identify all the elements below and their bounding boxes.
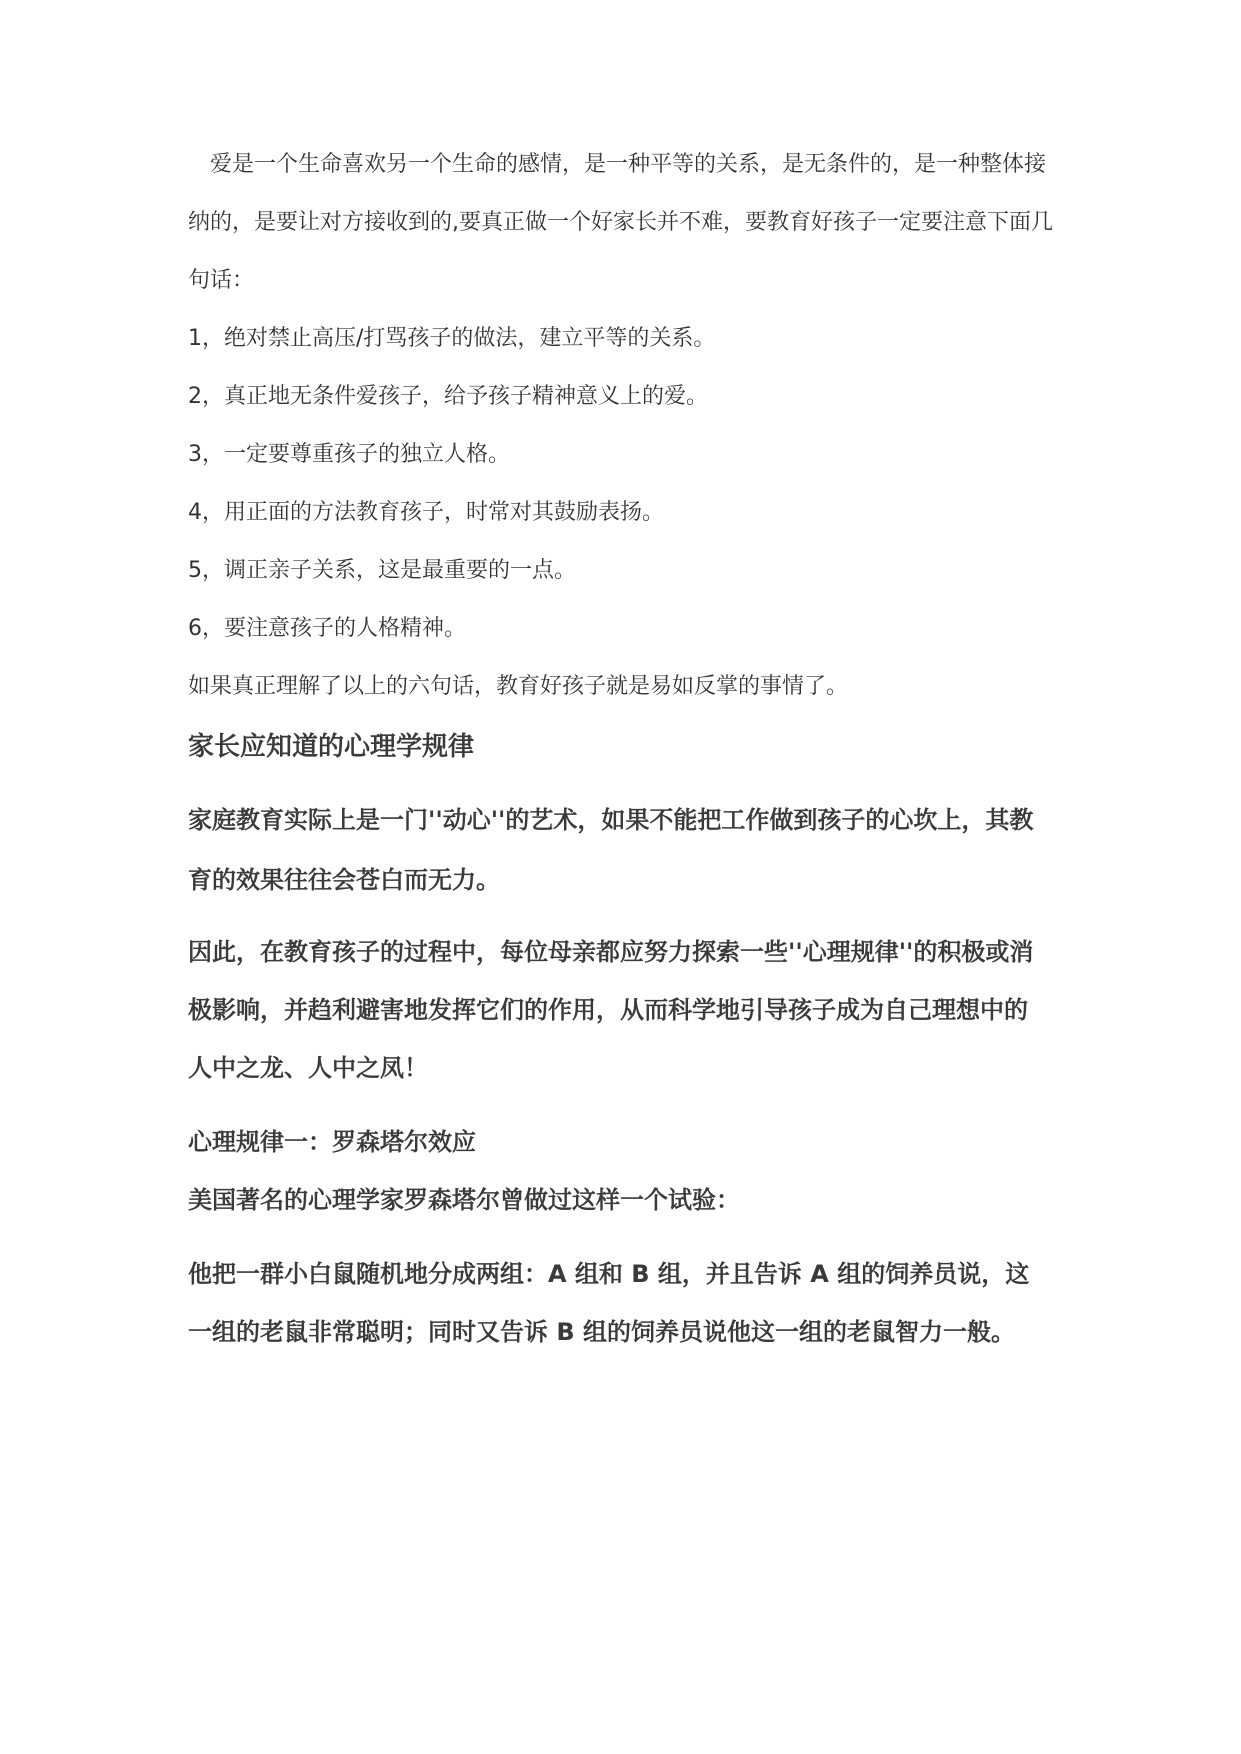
rule-item-4: 4，用正面的方法教育孩子，时常对其鼓励表扬。 [188, 500, 664, 525]
para2-line-3: 人中之龙、人中之凤！ [188, 1054, 428, 1082]
law1-para-line-1: 他把一群小白鼠随机地分成两组：A 组和 B 组，并且告诉 A 组的饲养员说，这 [188, 1260, 1030, 1288]
intro-line-3: 句话： [188, 268, 255, 293]
document-page [188, 0, 1058, 1754]
section-heading: 家长应知道的心理学规律 [188, 732, 475, 762]
law1-title: 心理规律一：罗森塔尔效应 [188, 1128, 476, 1156]
para2-line-2: 极影响，并趋利避害地发挥它们的作用，从而科学地引导孩子成为自己理想中的 [188, 996, 1028, 1024]
para1-line-2: 育的效果往往会苍白而无力。 [188, 866, 500, 894]
para1-line-1: 家庭教育实际上是一门''动心''的艺术，如果不能把工作做到孩子的心坎上，其教 [188, 806, 1034, 834]
rule-item-1: 1，绝对禁止高压/打骂孩子的做法，建立平等的关系。 [188, 326, 716, 351]
conclusion-text: 如果真正理解了以上的六句话，教育好孩子就是易如反掌的事情了。 [188, 674, 849, 699]
rule-item-6: 6，要注意孩子的人格精神。 [188, 616, 466, 641]
para2-line-1: 因此，在教育孩子的过程中，每位母亲都应努力探索一些''心理规律''的积极或消 [188, 938, 1034, 966]
rule-item-3: 3，一定要尊重孩子的独立人格。 [188, 442, 510, 467]
rule-item-2: 2，真正地无条件爱孩子，给予孩子精神意义上的爱。 [188, 384, 708, 409]
intro-line-2: 纳的，是要让对方接收到的,要真正做一个好家长并不难，要教育好孩子一定要注意下面几 [188, 210, 1053, 235]
law1-para-line-2: 一组的老鼠非常聪明；同时又告诉 B 组的饲养员说他这一组的老鼠智力一般。 [188, 1318, 1016, 1346]
law1-intro: 美国著名的心理学家罗森塔尔曾做过这样一个试验： [188, 1186, 740, 1214]
rule-item-5: 5，调正亲子关系，这是最重要的一点。 [188, 558, 576, 583]
intro-line-1: 爱是一个生命喜欢另一个生命的感情，是一种平等的关系，是无条件的，是一种整体接 [188, 152, 1047, 177]
